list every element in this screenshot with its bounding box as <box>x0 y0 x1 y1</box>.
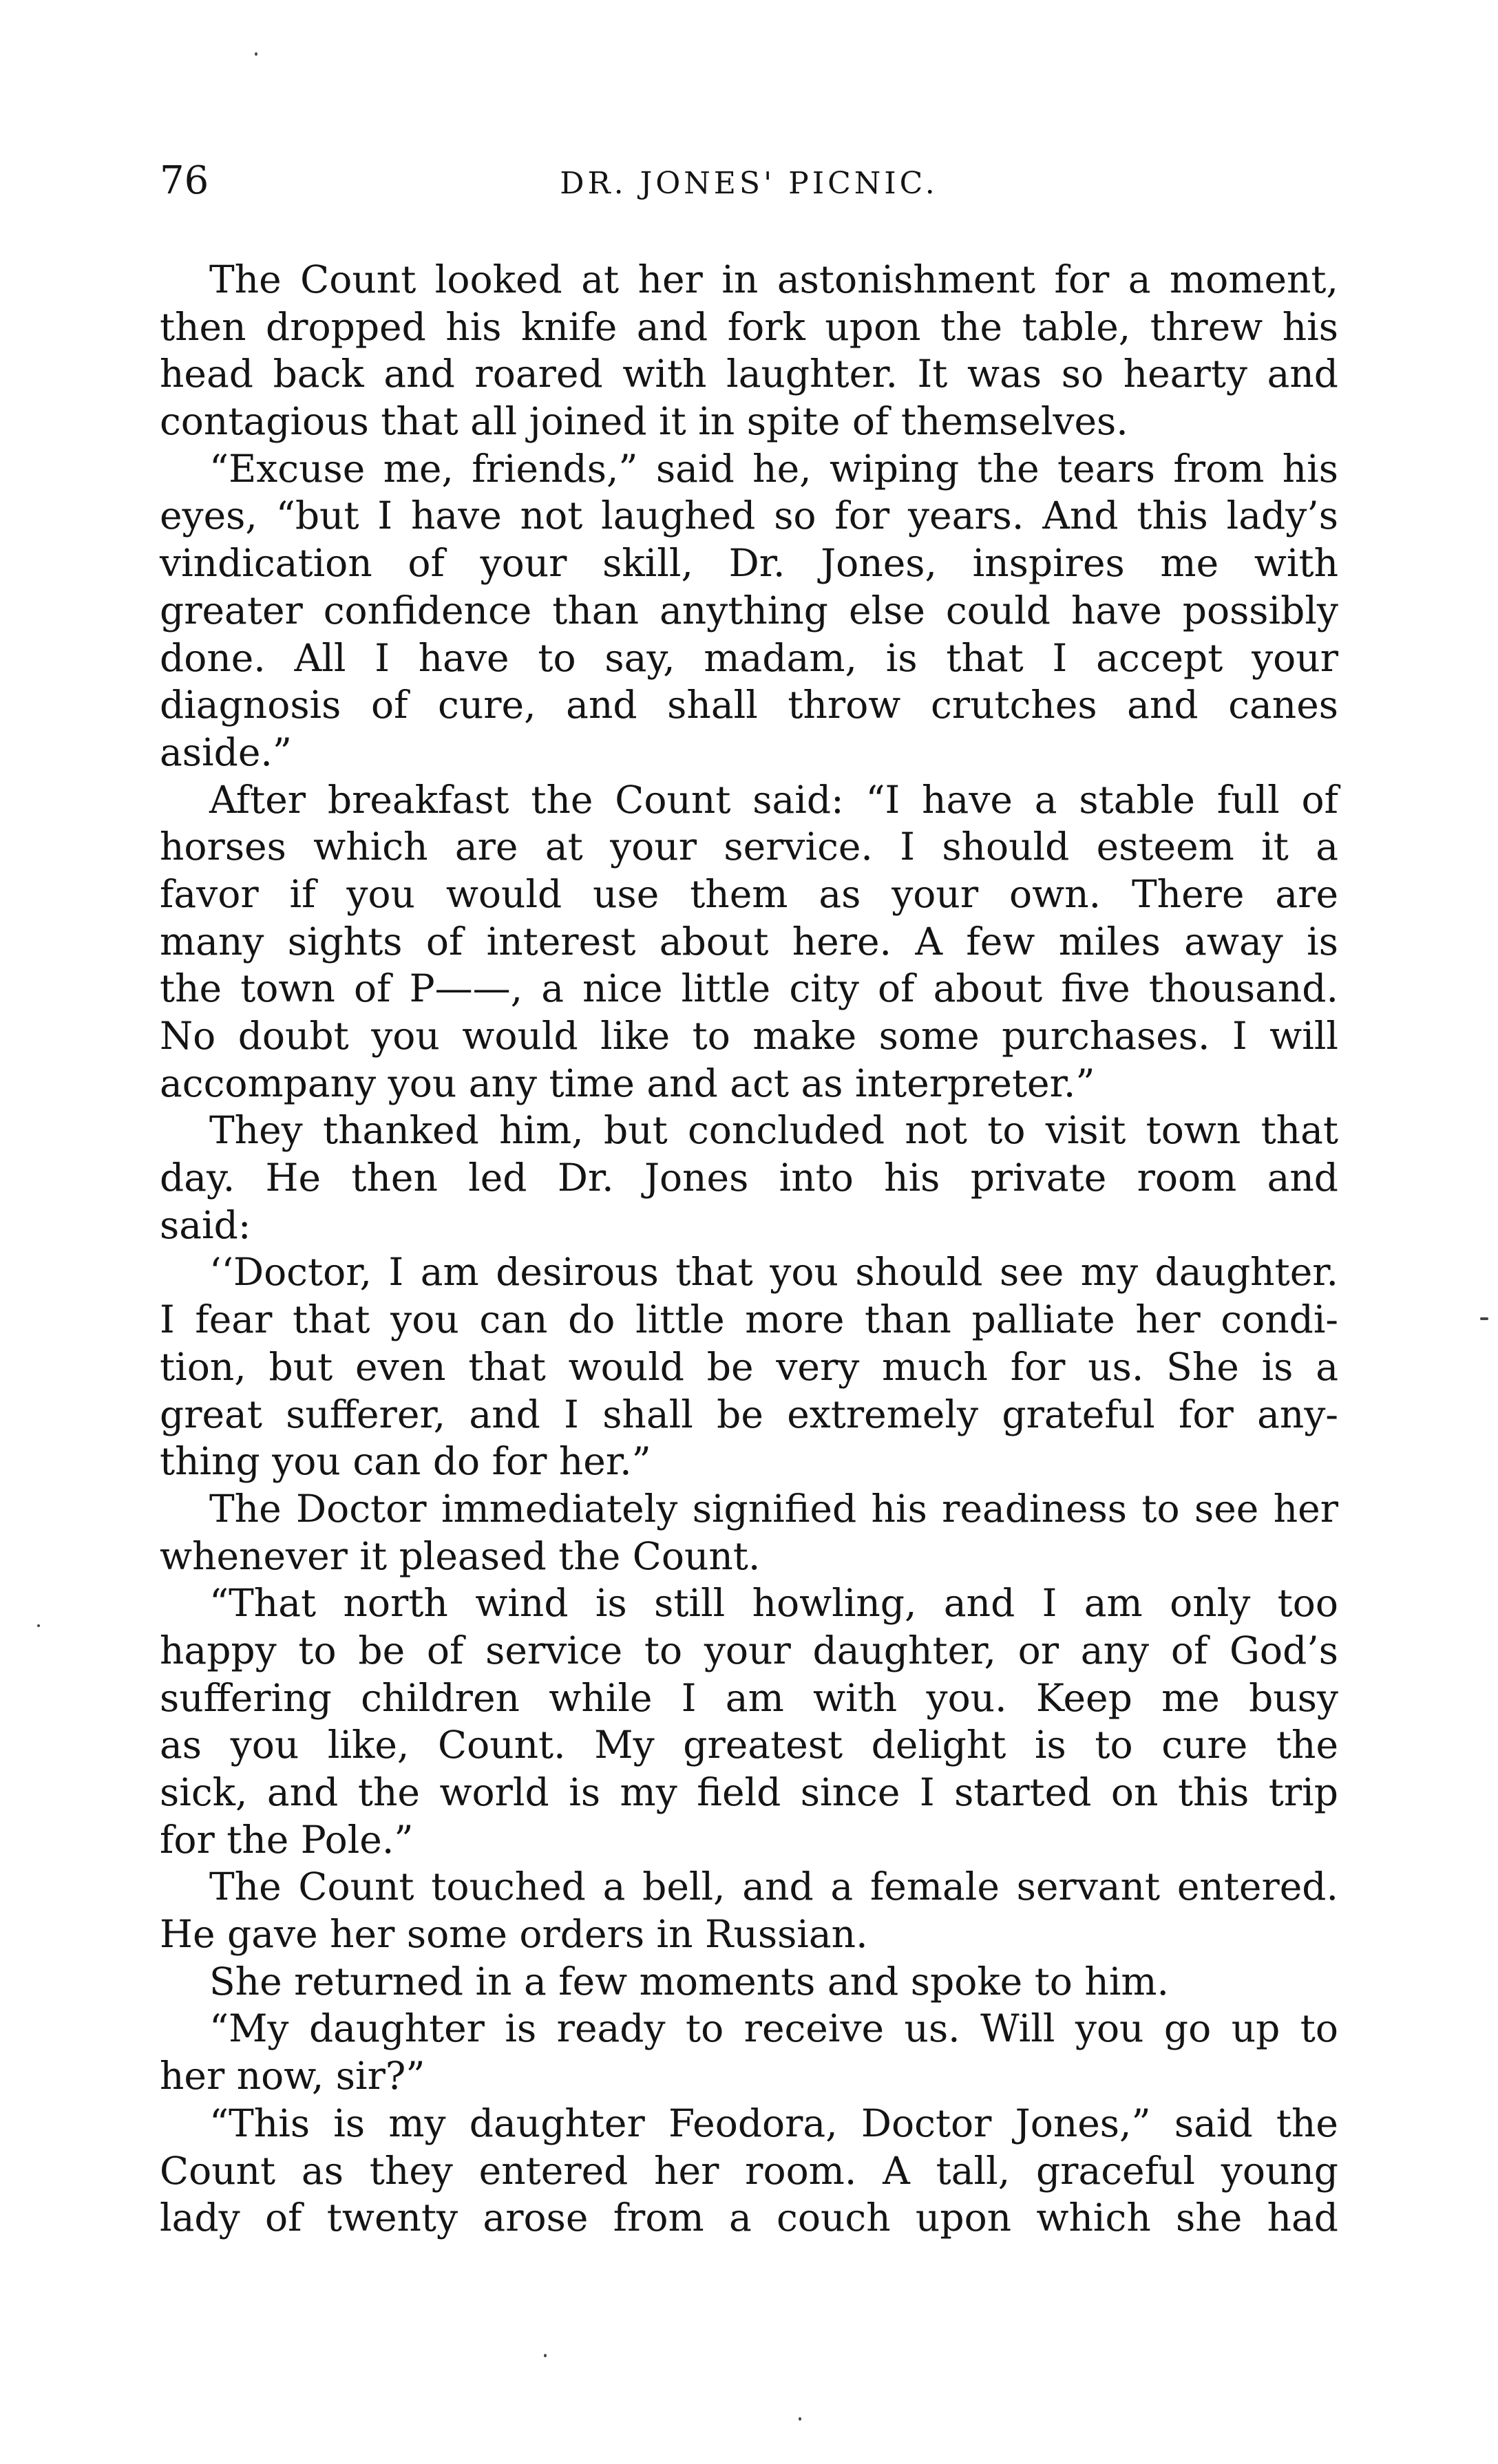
text-line: “This is my daughter Feodora, Doctor Jones,” said the <box>209 2101 1338 2145</box>
text-line: as you like, Count. My greatest delight is to cure the <box>160 1723 1338 1767</box>
text-line: “Excuse me, friends,” said he, wiping the tears from his <box>209 446 1338 491</box>
text-line: day. He then led Dr. Jones into his private room and <box>160 1156 1338 1200</box>
text-line: Count as they entered her room. A tall, graceful young <box>160 2148 1338 2193</box>
text-line: vindication of your skill, Dr. Jones, inspires me with <box>160 541 1338 586</box>
text-line: eyes, “but I have not laughed so for years. And this lady’s <box>160 493 1338 538</box>
text-line: “That north wind is still howling, and I am only too <box>209 1581 1338 1626</box>
text-line: the town of P——, a nice little city of about five thousand. <box>160 966 1338 1011</box>
text-line: ‘‘Doctor, I am desirous that you should see my daughter. <box>209 1250 1338 1295</box>
text-line: contagious that all joined it in spite of themselves. <box>160 399 1128 444</box>
text-line: horses which are at your service. I should esteem it a <box>160 825 1338 869</box>
text-line: favor if you would use them as your own. There are <box>160 871 1338 916</box>
text-line: suffering children while I am with you. Keep me busy <box>160 1675 1338 1720</box>
text-line: sick, and the world is my field since I started on this trip <box>160 1770 1338 1814</box>
text-line: great sufferer, and I shall be extremely grateful for any- <box>160 1392 1338 1436</box>
text-line: her now, sir?” <box>160 2054 425 2099</box>
text-line: She returned in a few moments and spoke to him. <box>209 1959 1170 2004</box>
print-speck <box>799 2417 801 2421</box>
text-line: head back and roared with laughter. It was so hearty and <box>160 352 1338 396</box>
text-line: lady of twenty arose from a couch upon which she had <box>160 2196 1338 2240</box>
text-line: tion, but even that would be very much for us. She is a <box>160 1344 1338 1389</box>
text-line: The Count touched a bell, and a female servant entered. <box>209 1865 1338 1909</box>
text-line: After breakfast the Count said: “I have a stable full of <box>209 777 1338 822</box>
print-speck <box>1480 1317 1488 1320</box>
text-line: many sights of interest about here. A few miles away is <box>160 919 1338 964</box>
text-line: diagnosis of cure, and shall throw crutches and canes <box>160 683 1338 727</box>
text-line: “My daughter is ready to receive us. Will you go up to <box>209 2006 1338 2051</box>
text-line: aside.” <box>160 730 292 774</box>
text-line: They thanked him, but concluded not to visit town that <box>209 1108 1338 1153</box>
text-line: I fear that you can do little more than palliate her condi- <box>160 1297 1338 1342</box>
text-line: greater confidence than anything else could have possibly <box>160 588 1338 633</box>
text-line: done. All I have to say, madam, is that I accept your <box>160 635 1338 680</box>
text-line: He gave her some orders in Russian. <box>160 1912 868 1957</box>
text-line: thing you can do for her.” <box>160 1439 651 1484</box>
text-line: accompany you any time and act as interpreter.” <box>160 1061 1095 1105</box>
text-line: for the Pole.” <box>160 1817 414 1862</box>
body-text <box>160 256 1338 2242</box>
running-title: DR. JONES' PICNIC. <box>560 166 938 201</box>
text-line: said: <box>160 1202 251 1247</box>
print-speck <box>255 52 257 56</box>
text-line: whenever it pleased the Count. <box>160 1533 761 1578</box>
running-head <box>160 157 1338 205</box>
text-line: The Doctor immediately signified his readiness to see her <box>209 1486 1338 1531</box>
text-line: The Count looked at her in astonishment for a moment, <box>209 257 1338 301</box>
print-speck <box>544 2354 547 2357</box>
text-line: then dropped his knife and fork upon the table, threw his <box>160 304 1338 349</box>
text-line: No doubt you would like to make some purchases. I will <box>160 1014 1338 1058</box>
print-speck <box>37 1624 40 1627</box>
page-number: 76 <box>160 158 209 203</box>
text-line: happy to be of service to your daughter, or any of God’s <box>160 1628 1338 1672</box>
